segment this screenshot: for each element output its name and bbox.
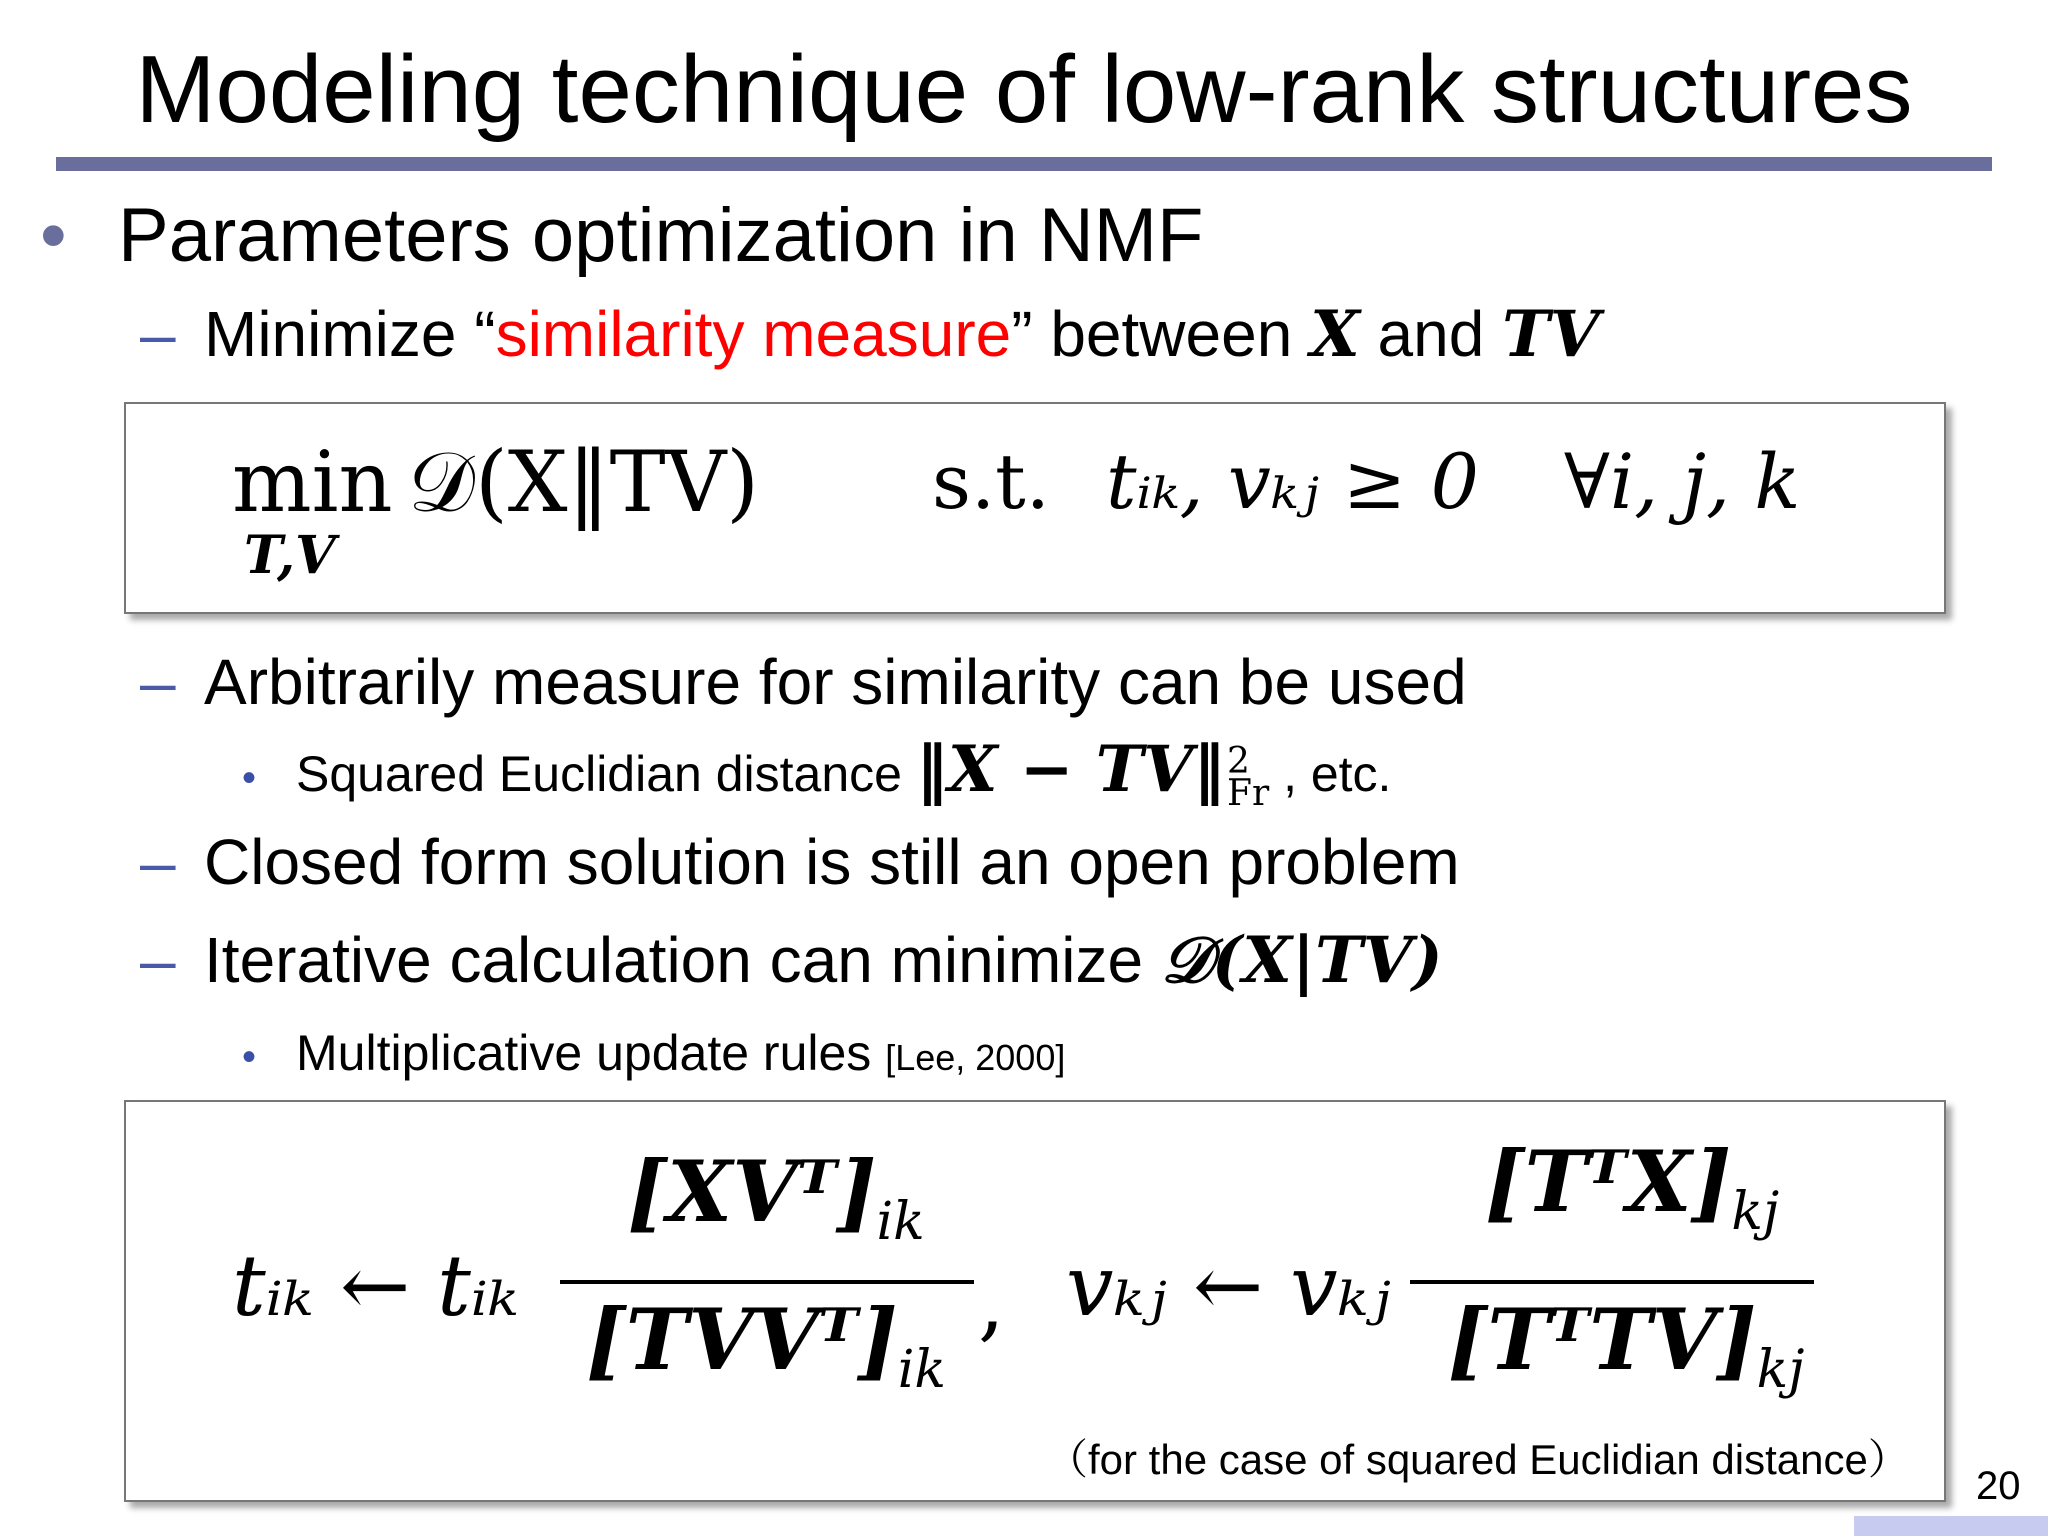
numerator-index: kj: [1731, 1181, 1780, 1242]
objective-function: 𝒟(X‖TV): [408, 433, 760, 531]
text-prefix: Minimize “: [204, 298, 496, 370]
euclidean-case-note: （for the case of squared Euclidian distance）: [1046, 1436, 1910, 1483]
divergence-expression: 𝒟(X|TV): [1160, 923, 1443, 998]
text-suffix: ” between: [1011, 298, 1311, 370]
subbullet-text: Iterative calculation can minimize: [204, 924, 1161, 996]
fraction-bar: [1410, 1280, 1814, 1284]
bullet-text: Parameters optimization in NMF: [118, 193, 1204, 278]
dash-marker: –: [140, 646, 176, 718]
v-update-denominator: [1416, 1290, 1836, 1420]
t-update-denominator: [546, 1290, 986, 1420]
norm-superscript: 2: [1226, 740, 1250, 782]
objective-equation-box: [124, 402, 1946, 614]
dash-marker: –: [140, 298, 176, 370]
denominator-expr: [TVVᵀ]: [586, 1290, 898, 1389]
dash-marker: –: [140, 826, 176, 898]
v-update-lhs: vₖⱼ ← vₖⱼ: [1066, 1237, 1391, 1335]
subbullet-closed-form: [140, 820, 1460, 904]
norm-subscript: Fr: [1226, 772, 1270, 814]
subsubbullet-multiplicative: [242, 1018, 1065, 1093]
small-bullet-marker: •: [242, 755, 257, 800]
math-x: X: [1310, 297, 1360, 372]
subsubbullet-squared-euclidean: [242, 732, 1392, 814]
text-and: and: [1359, 298, 1503, 370]
numerator-expr: [XVᵀ]: [627, 1142, 877, 1241]
nonnegativity-constraint: tᵢₖ, vₖⱼ ≥ 0: [1106, 437, 1479, 526]
corner-decoration: [1854, 1516, 2048, 1536]
denominator-index: kj: [1756, 1339, 1805, 1400]
bullet-parameters-optimization: [40, 188, 1203, 284]
numerator-index: ik: [876, 1191, 925, 1252]
subsub-text: Multiplicative update rules: [296, 1025, 886, 1081]
subbullet-iterative: [140, 918, 1443, 1003]
citation: [Lee, 2000]: [885, 1037, 1066, 1078]
slide-title: Modeling technique of low-rank structures: [135, 36, 1913, 143]
numerator-expr: [TᵀX]: [1484, 1132, 1732, 1231]
bullet-marker: •: [40, 193, 67, 278]
subsub-text: Squared Euclidian distance: [296, 746, 916, 802]
subbullet-text: Arbitrarily measure for similarity can be used: [204, 646, 1467, 718]
title-underline: [56, 157, 1992, 171]
small-bullet-marker: •: [242, 1034, 257, 1079]
norm-scripts: [1226, 740, 1270, 814]
denominator-index: ik: [897, 1339, 946, 1400]
t-update-lhs: tᵢₖ ← tᵢₖ: [232, 1237, 519, 1335]
v-update-numerator: [1432, 1132, 1832, 1262]
min-operator: min: [232, 433, 393, 531]
dash-marker: –: [140, 924, 176, 996]
math-tv: TV: [1502, 297, 1600, 372]
fraction-bar: [560, 1280, 974, 1284]
norm-expression: ‖X − TV‖: [915, 732, 1225, 807]
denominator-expr: [TᵀTV]: [1447, 1290, 1757, 1389]
etc-text: , etc.: [1269, 746, 1392, 802]
highlight-similarity-measure: similarity measure: [495, 298, 1012, 370]
subbullet-text: Closed form solution is still an open problem: [204, 826, 1460, 898]
t-update-numerator: [566, 1142, 986, 1272]
subbullet-minimize: [140, 292, 1599, 377]
page-number: 20: [1976, 1464, 2021, 1508]
subbullet-arbitrary-measure: [140, 640, 1467, 724]
comma-separator: ,: [978, 1253, 1005, 1351]
min-subscript: T,V: [244, 525, 336, 586]
subject-to: s.t.: [932, 437, 1050, 526]
forall-indices: ∀i, j, k: [1564, 437, 1801, 526]
